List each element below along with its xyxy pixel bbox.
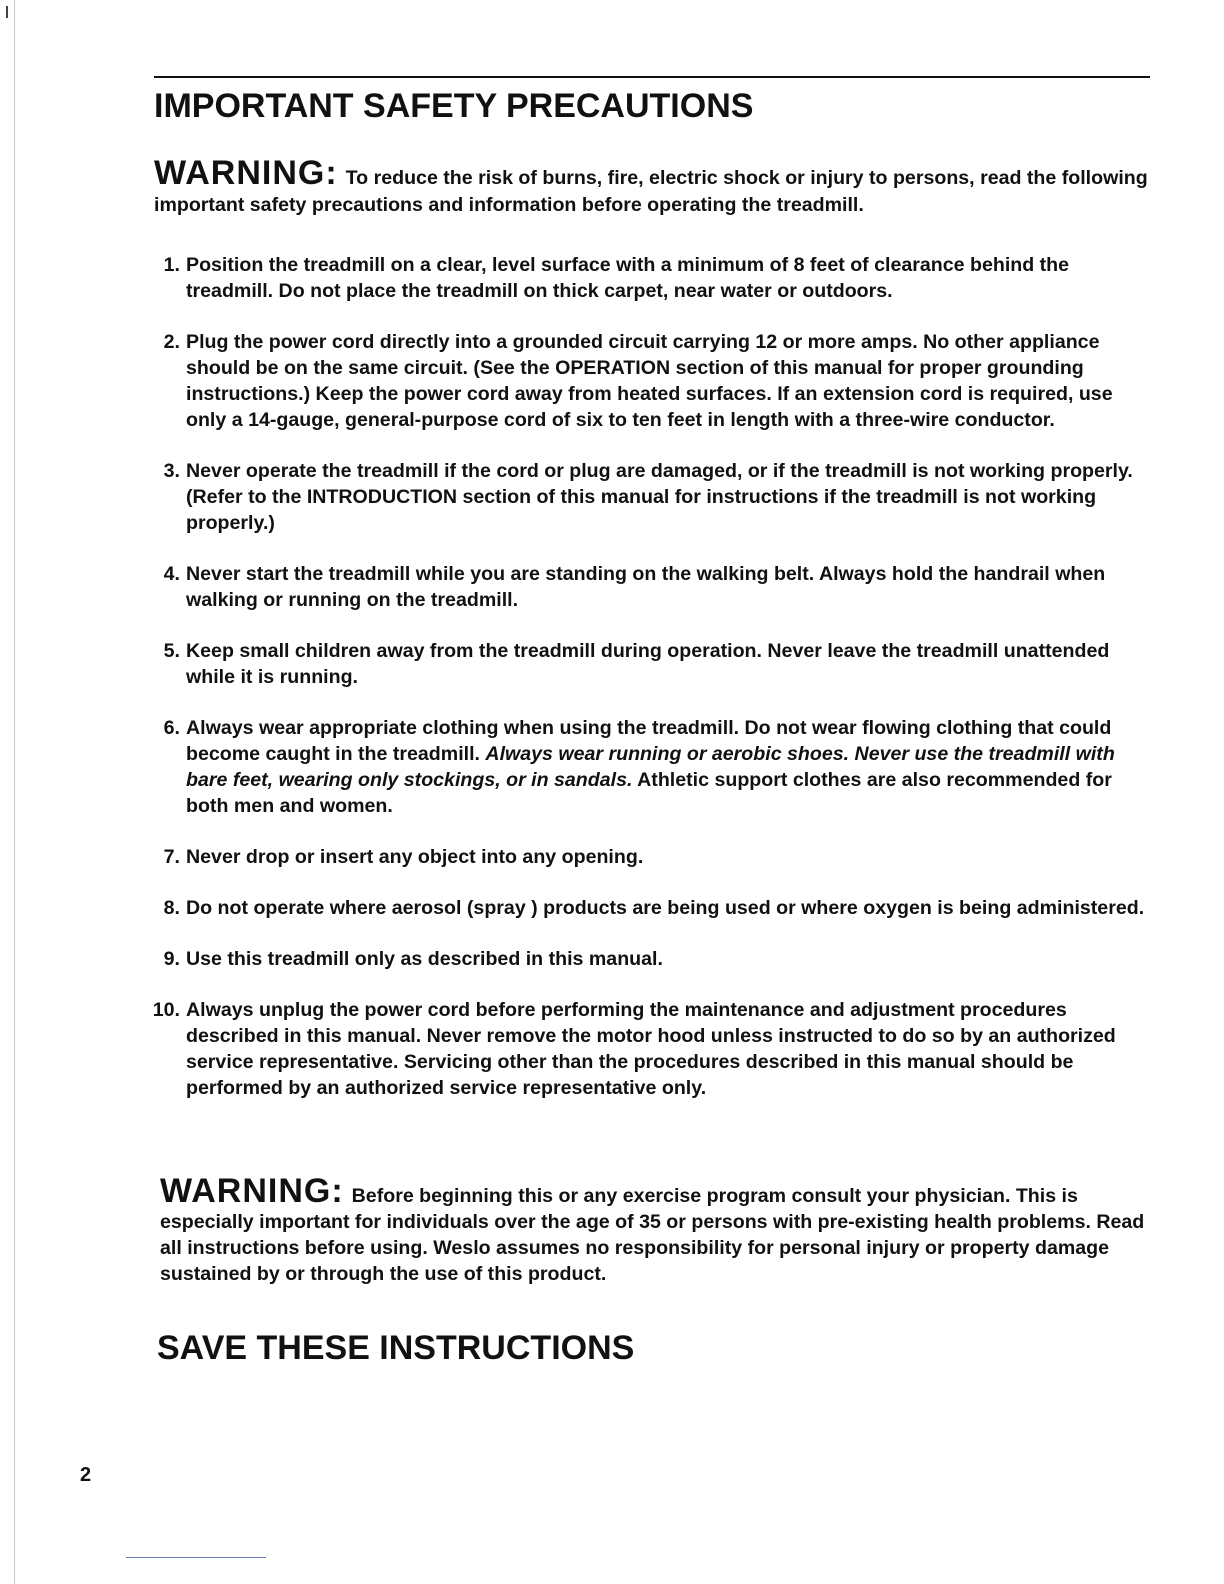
bottom-rule <box>126 1557 266 1558</box>
warning-physician <box>160 1172 1154 1287</box>
top-rule <box>154 76 1150 78</box>
list-item <box>146 895 1150 921</box>
list-item <box>146 715 1150 819</box>
scan-edge-line <box>14 0 15 1584</box>
item-number: 3. <box>163 460 180 482</box>
item-number: 7. <box>163 846 180 868</box>
item-text: Keep small children away from the treadmill during operation. Never leave the treadmill unattended while it is running. <box>186 640 1110 688</box>
list-item <box>146 638 1150 690</box>
warning-intro <box>154 154 1150 219</box>
item-number: 2. <box>163 331 180 353</box>
warning-label: WARNING: <box>160 1172 344 1210</box>
item-number: 5. <box>163 640 180 662</box>
item-text: Do not operate where aerosol (spray ) products are being used or where oxygen is being administered. <box>186 897 1145 919</box>
page-title: IMPORTANT SAFETY PRECAUTIONS <box>154 87 754 125</box>
item-text: Always unplug the power cord before performing the maintenance and adjustment procedures described in this manual. Never remove the motor hood unless instructed to do so by an authorized service representative. Servicing other than the procedures described in this manual should be performed by an authorized service representative only. <box>186 999 1116 1099</box>
list-item <box>146 561 1150 613</box>
item-text: Use this treadmill only as described in this manual. <box>186 948 663 970</box>
list-item <box>146 946 1150 972</box>
list-item <box>146 458 1150 536</box>
list-item <box>146 997 1150 1101</box>
save-instructions-heading: SAVE THESE INSTRUCTIONS <box>157 1329 635 1367</box>
item-number: 4. <box>163 563 180 585</box>
item-text: Never operate the treadmill if the cord or plug are damaged, or if the treadmill is not working properly. (Refer to the INTRODUCTION section of this manual for instructions if the treadmill is not working properly.) <box>186 460 1133 534</box>
item-text <box>186 715 1150 819</box>
list-item <box>146 252 1150 304</box>
warning-text: Before beginning this or any exercise program consult your physician. This is especially important for individuals over the age of 35 or persons with pre-existing health problems. Read all instructions before using. Weslo assumes no responsibility for personal injury or property damage sustained by or through the use of this product. <box>160 1185 1145 1285</box>
precautions-list <box>146 252 1150 1126</box>
item-number: 10. <box>152 999 180 1021</box>
item-number: 6. <box>163 717 180 739</box>
list-item <box>146 844 1150 870</box>
item-text: Plug the power cord directly into a grounded circuit carrying 12 or more amps. No other appliance should be on the same circuit. (See the OPERATION section of this manual for proper grounding instructions.) Keep the power cord away from heated surfaces. If an extension cord is required, use only a 14-gauge, general-purpose cord of six to ten feet in length with a three-wire conductor. <box>186 331 1113 431</box>
item-text: Never start the treadmill while you are standing on the walking belt. Always hold the handrail when walking or running on the treadmill. <box>186 563 1106 611</box>
item-number: 9. <box>163 948 180 970</box>
list-item <box>146 329 1150 433</box>
scan-mark <box>6 6 8 18</box>
warning-text: To reduce the risk of burns, fire, electric shock or injury to persons, read the following important safety precautions and information before operating the treadmill. <box>154 167 1148 216</box>
page-number: 2 <box>80 1464 92 1486</box>
warning-label: WARNING: <box>154 154 338 192</box>
item-text-italic: Always wear running or aerobic shoes. Never use the treadmill with bare feet, wearing only stockings, or in sandals. <box>186 743 1115 791</box>
item-number: 8. <box>163 897 180 919</box>
item-text: Position the treadmill on a clear, level surface with a minimum of 8 feet of clearance behind the treadmill. Do not place the treadmill on thick carpet, near water or outdoors. <box>186 254 1070 302</box>
item-number: 1. <box>163 254 180 276</box>
item-text-part: Always wear appropriate clothing when using the treadmill. Do not wear flowing clothing that could become caught in the treadmill. <box>186 717 1112 765</box>
item-text-part: Athletic support clothes are also recommended for both men and women. <box>186 769 1112 817</box>
item-text: Never drop or insert any object into any opening. <box>186 846 644 868</box>
